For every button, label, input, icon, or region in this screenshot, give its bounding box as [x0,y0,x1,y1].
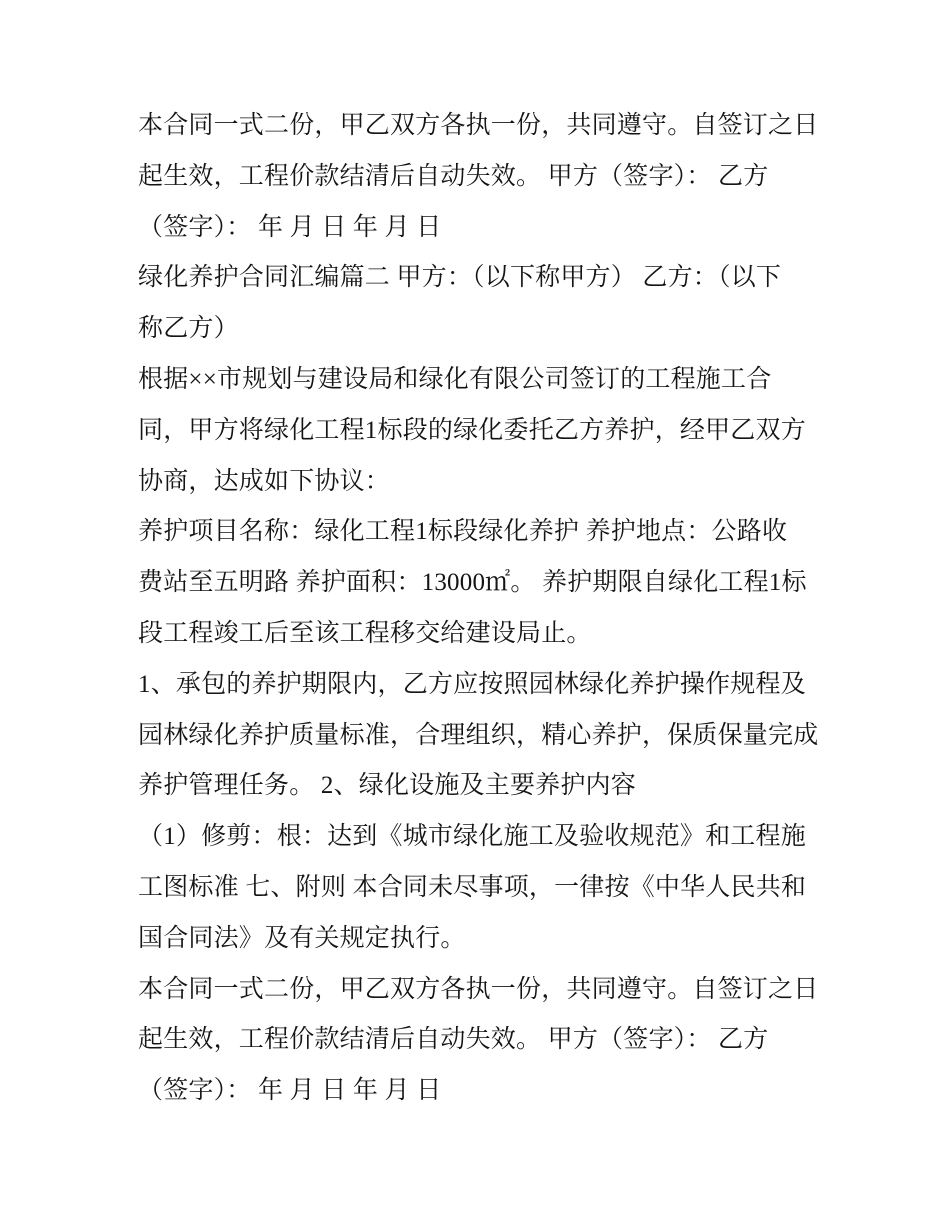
document-line: 养护项目名称：绿化工程1标段绿化养护 养护地点：公路收 [138,518,788,546]
document-line: （签字）： 年 月 日 年 月 日 [138,1077,442,1105]
document-line: 园林绿化养护质量标准，合理组织，精心养护，保质保量完成 [138,721,819,749]
document-line: 本合同一式二份，甲乙双方各执一份，共同遵守。自签订之日 [138,975,819,1003]
document-line: 绿化养护合同汇编篇二 甲方：（以下称甲方） 乙方：（以下 [138,264,782,292]
document-line: （签字）： 年 月 日 年 月 日 [138,213,442,241]
document-line: 起生效，工程价款结清后自动失效。 甲方（签字）： 乙方 [138,162,769,190]
document-line: 养护管理任务。 2、绿化设施及主要养护内容 [138,772,636,800]
document-line: 起生效，工程价款结清后自动失效。 甲方（签字）： 乙方 [138,1026,769,1054]
document-line: 称乙方） [138,315,239,343]
document-line: 工图标准 七、附则 本合同未尽事项，一律按《中华人民共和 [138,873,807,901]
document-line: 本合同一式二份，甲乙双方各执一份，共同遵守。自签订之日 [138,112,819,139]
document-line: 协商，达成如下协议： [138,467,391,495]
document-line: 同，甲方将绿化工程1标段的绿化委托乙方养护，经甲乙双方 [138,416,806,444]
document-line: 费站至五明路 养护面积：13000㎡。 养护期限自绿化工程1标 [138,569,807,597]
document-line: （1）修剪：根：达到《城市绿化施工及验收规范》和工程施 [138,823,806,851]
document-line: 段工程竣工后至该工程移交给建设局止。 [138,619,592,647]
document-line: 国合同法》及有关规定执行。 [138,924,466,952]
document-line: 1、承包的养护期限内，乙方应按照园林绿化养护操作规程及 [138,670,806,698]
document-line: 根据××市规划与建设局和绿化有限公司签订的工程施工合 [138,365,772,393]
